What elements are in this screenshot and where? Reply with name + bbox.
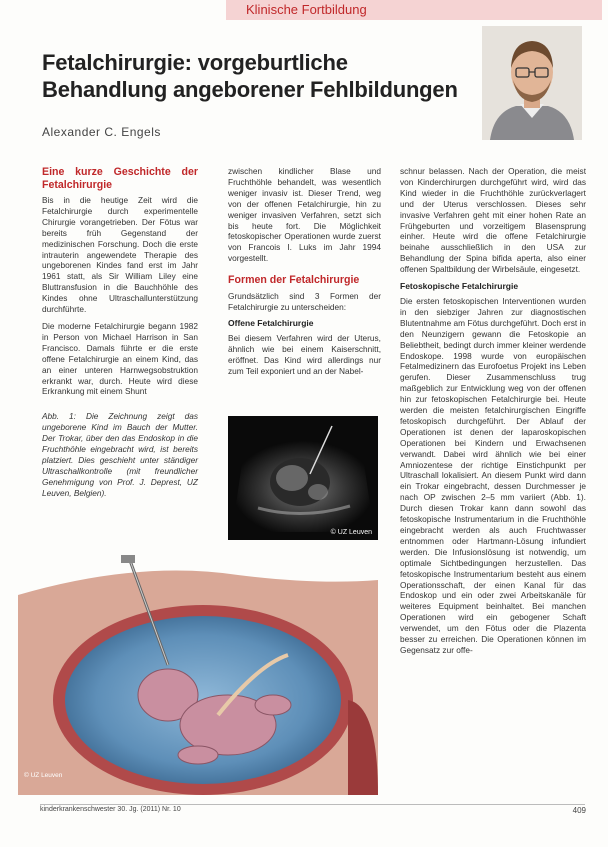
paragraph: Bis in die heutige Zeit wird die Fetalchirurgie durch experimentelle Chirurgie vorangetrieben. Der Fötus war bereits früh Gegenstand der medizinischen Forschung. Doch die erste intrauterin angewendete Therapie des ungeborenen Kindes fand erst im Jahr 1961 statt, als Sir William Liley eine Bluttransfusion in die Bauchhöhle des Kindes ohne Ultraschallunterstützung durchführte. bbox=[42, 195, 198, 315]
footer-divider bbox=[40, 804, 585, 805]
title-line-2: Behandlung angeborener Fehlbildungen bbox=[42, 77, 458, 102]
author-name: Alexander C. Engels bbox=[42, 125, 161, 139]
illustration-credit: © UZ Leuven bbox=[24, 772, 63, 779]
paragraph: Die ersten fetoskopischen Interventionen wurden in den siebziger Jahren zur diagnostischen Blutentnahme am Fötus durchgeführt. Doch erst in den Neunzigern gewann die Fetoskopie an Beliebtheit, bedingt durch immer kleiner werdende Endoskope. 1998 wurde von europäischen Fetalmedizinern das Eurofoetus Projekt ins Leben gerufen. Dieser Zusammenschluss trug maßgeblich zur Entwicklung weg von der offenen hin zur fetoskopischen Fetalchirurgie bei. Heute werden die meisten fetalchirurgischen Eingriffe fetoskopisch durchgeführt. Der Ablauf der Operationen ist denen der laparoskopischen Operationen bei Kindern und Erwachsenen verwandt. Dabei wird ähnlich wie bei einer Amniozentese der richtige Einstichpunkt per Ultraschall lokalisiert. An diesem Punkt wird dann ein Trokar eingebracht, dessen Durchmesser je nach OP zwischen 2–5 mm variiert (Abb. 1). Durch diesen Trokar kann dann sowohl das fetoskopische Instrumentarium in die Fruchthöhle eingebracht werden als auch Fruchtwasser entnommen oder Hartmann-Lösung infundiert werden. Die Infusionslösung ist notwendig, um optimale Sichtbedingungen herzustellen. Das fetoskopische Instrumentarium besteht aus einem Operationsschaft, der einen Kanal für das Endoskop und ein oder zwei Arbeitskanäle für weiteres Equipment beinhaltet. Bei manchen Operationen wird ein gebogener Schaft verwendet, um den Fötus oder die Plazenta besser zu erreichen. Die Operationen können im Gegensatz zur offe- bbox=[400, 295, 586, 655]
author-portrait bbox=[482, 26, 582, 140]
paragraph: Grundsätzlich sind 3 Formen der Fetalchirurgie zu unterscheiden: bbox=[228, 290, 381, 312]
heading-history: Eine kurze Geschichte der Fetalchirurgie bbox=[42, 166, 198, 191]
paragraph: zwischen kindlicher Blase und Fruchthöhle behandelt, was wesentlich weniger invasiv ist. Dieser Trend, weg von der offenen Fetalchirurgie, hin zu weniger invasiven Verfahren, setzt sich bis heute fort. Die Möglichkeit fetoskopischer Operationen wurde zuerst von Francois I. Luks im Jahr 1994 vorgestellt. bbox=[228, 166, 381, 264]
page-number: 409 bbox=[572, 806, 586, 815]
column-3 bbox=[400, 166, 586, 662]
article-title bbox=[42, 49, 482, 103]
ultrasound-image bbox=[228, 416, 378, 540]
heading-forms: Formen der Fetalchirurgie bbox=[228, 274, 360, 287]
fetal-surgery-illustration bbox=[18, 555, 378, 795]
image-credit: © UZ Leuven bbox=[330, 529, 372, 536]
paragraph: Die moderne Fetalchirurgie begann 1982 in Person von Michael Harrison in San Francisco. Damals führte er die erste offene Fetalchirurgie an einem Kind, das an einer unteren Harnwegsobstruktion erkrankt war, durch. Heute wird diese Erkrankung mit einem Shunt bbox=[42, 320, 198, 397]
subheading-fetoscopic: Fetoskopische Fetalchirurgie bbox=[400, 281, 519, 292]
subheading-open-surgery: Offene Fetalchirurgie bbox=[228, 318, 314, 329]
section-label: Klinische Fortbildung bbox=[226, 0, 602, 20]
figure-caption: Abb. 1: Die Zeichnung zeigt das ungeborene Kind im Bauch der Mutter. Der Trokar, über den das Endoskop in die Fruchthöhle eingebracht wird, ist bereits platziert. Dies geschieht unter ständiger Ultraschallkontrolle (mit freundlicher Genehmigung von Prof. J. Deprest, UZ Leuven, Belgien). bbox=[42, 411, 198, 498]
paragraph: schnur belassen. Nach der Operation, die meist von Kinderchirurgen durchgeführt wird, wird das Kind wieder in die Fruchthöhle zurückverlagert und der Uterus verschlossen. Dieses sehr invasive Verfahren geht mit einer hohen Rate an Frühgeburten und vorzeitigem Blasensprung einher. Heute wird die offene Fetalchirurgie beinahe ausschließlich in den USA zur Behandlung der Spina bifida aperta, also einer offenen Spaltbildung der Wirbelsäule, eingesetzt. bbox=[400, 166, 586, 275]
journal-citation: kinderkrankenschwester 30. Jg. (2011) Nr. 10 bbox=[40, 806, 181, 813]
column-1 bbox=[42, 166, 198, 505]
paragraph: Bei diesem Verfahren wird der Uterus, ähnlich wie bei einem Kaiserschnitt, eröffnet. Das Kind wird allerdings nur zum Teil exponiert und an der Nabel- bbox=[228, 333, 381, 377]
ultrasound-scan bbox=[228, 416, 378, 540]
title-line-1: Fetalchirurgie: vorgeburtliche bbox=[42, 50, 348, 75]
column-2 bbox=[228, 166, 381, 383]
